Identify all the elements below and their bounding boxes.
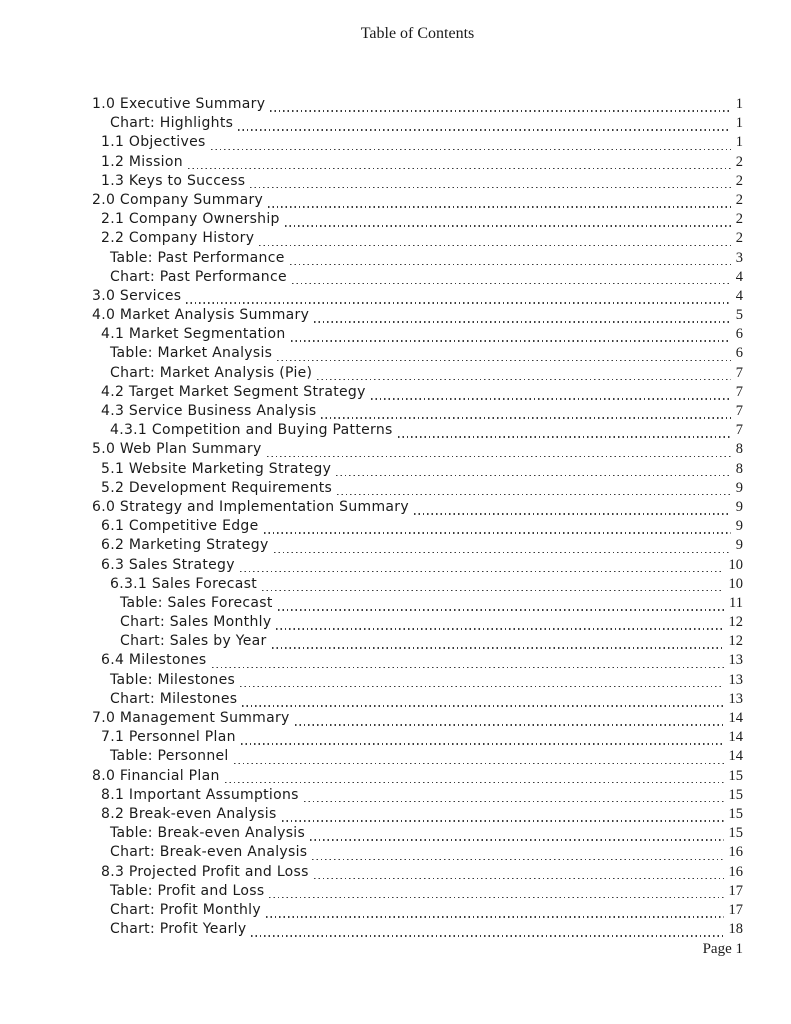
toc-entry-page: 13 xyxy=(728,671,743,688)
toc-entry[interactable] xyxy=(92,672,743,691)
toc-entry-label: 1.0 Executive Summary xyxy=(92,96,266,112)
toc-entry-label: 6.1 Competitive Edge xyxy=(101,518,259,535)
toc-entry-page: 7 xyxy=(735,383,743,400)
toc-entry[interactable] xyxy=(92,902,743,921)
toc-entry-page: 1 xyxy=(735,96,743,112)
toc-entry-page: 16 xyxy=(728,844,743,861)
toc-entry-page: 6 xyxy=(735,326,743,343)
toc-leader-dots xyxy=(211,149,731,151)
toc-leader-dots xyxy=(295,724,724,726)
toc-entry[interactable] xyxy=(92,422,743,441)
toc-entry-label: 6.4 Milestones xyxy=(101,652,207,669)
toc-entry[interactable] xyxy=(92,269,743,288)
toc-entry-page: 15 xyxy=(728,767,743,784)
toc-entry[interactable] xyxy=(92,326,743,345)
toc-entry-page: 14 xyxy=(728,729,743,746)
toc-leader-dots xyxy=(262,590,723,592)
toc-entry-label: Chart: Break-even Analysis xyxy=(110,844,308,861)
toc-entry-label: Table: Break-even Analysis xyxy=(110,825,306,842)
toc-entry-label: 1.3 Keys to Success xyxy=(101,172,246,189)
toc-entry[interactable] xyxy=(92,614,743,633)
toc-entry-label: 6.3 Sales Strategy xyxy=(101,556,235,573)
toc-entry[interactable] xyxy=(92,518,743,537)
toc-entry-label: 4.3 Service Business Analysis xyxy=(101,403,317,419)
toc-entry[interactable] xyxy=(92,633,743,652)
toc-entry[interactable] xyxy=(92,96,743,115)
toc-entry-page: 6 xyxy=(735,345,743,362)
toc-entry-label: Table: Profit and Loss xyxy=(110,882,265,899)
toc-entry-page: 4 xyxy=(735,268,743,285)
toc-leader-dots xyxy=(251,935,723,937)
toc-entry-page: 5 xyxy=(735,307,743,324)
toc-leader-dots xyxy=(272,647,724,649)
toc-entry-label: 8.0 Financial Plan xyxy=(92,767,220,784)
toc-entry[interactable] xyxy=(92,557,743,576)
toc-entry-page: 15 xyxy=(728,825,743,842)
toc-entry-label: 2.1 Company Ownership xyxy=(101,211,280,228)
toc-entry[interactable] xyxy=(92,288,743,307)
page-number-footer: Page 1 xyxy=(702,941,743,957)
toc-leader-dots xyxy=(292,283,731,285)
toc-leader-dots xyxy=(240,571,724,573)
toc-leader-dots xyxy=(240,686,723,688)
toc-leader-dots xyxy=(188,168,731,170)
toc-entry[interactable] xyxy=(92,154,743,173)
toc-entry[interactable] xyxy=(92,537,743,556)
toc-entry[interactable] xyxy=(92,211,743,230)
toc-entry-page: 3 xyxy=(735,249,743,266)
toc-leader-dots xyxy=(291,340,731,342)
toc-entry-label: 5.1 Website Marketing Strategy xyxy=(101,460,332,477)
toc-entry-page: 15 xyxy=(728,786,743,803)
toc-entry-page: 9 xyxy=(735,518,743,535)
toc-entry-page: 12 xyxy=(728,633,743,650)
toc-leader-dots xyxy=(290,264,731,266)
toc-leader-dots xyxy=(371,398,731,400)
toc-entry-page: 8 xyxy=(735,441,743,458)
toc-entry-page: 13 xyxy=(728,652,743,669)
toc-entry[interactable] xyxy=(92,403,743,422)
toc-entry-label: Table: Milestones xyxy=(110,671,236,688)
toc-leader-dots xyxy=(212,667,724,669)
toc-entry-label: 5.2 Development Requirements xyxy=(101,479,333,496)
toc-entry-label: 4.1 Market Segmentation xyxy=(101,326,286,343)
toc-leader-dots xyxy=(310,839,723,841)
toc-entry-page: 17 xyxy=(728,901,743,918)
toc-leader-dots xyxy=(238,129,731,131)
toc-entry[interactable] xyxy=(92,806,743,825)
toc-entry[interactable] xyxy=(92,307,743,326)
toc-leader-dots xyxy=(242,705,723,707)
toc-leader-dots xyxy=(278,609,724,611)
toc-leader-dots xyxy=(321,417,730,419)
toc-entry[interactable] xyxy=(92,134,743,153)
toc-entry-label: 6.0 Strategy and Implementation Summary xyxy=(92,498,409,515)
toc-entry-page: 14 xyxy=(728,748,743,765)
toc-entry-label: Chart: Highlights xyxy=(110,115,234,132)
toc-entry[interactable] xyxy=(92,883,743,902)
toc-entry[interactable] xyxy=(92,384,743,403)
toc-entry-page: 12 xyxy=(728,614,743,631)
toc-entry-label: 2.0 Company Summary xyxy=(92,191,264,208)
toc-entry[interactable] xyxy=(92,576,743,595)
toc-entry[interactable] xyxy=(92,173,743,192)
page-title: Table of Contents xyxy=(360,25,475,42)
toc-leader-dots xyxy=(314,878,724,880)
toc-entry-page: 2 xyxy=(735,211,743,228)
toc-entry-label: 7.1 Personnel Plan xyxy=(101,729,236,746)
toc-entry[interactable] xyxy=(92,710,743,729)
toc-entry-label: 6.2 Marketing Strategy xyxy=(101,537,269,554)
toc-list xyxy=(92,96,743,940)
toc-entry-page: 2 xyxy=(735,191,743,208)
toc-entry-page: 8 xyxy=(735,460,743,477)
toc-entry-label: Chart: Profit Monthly xyxy=(110,901,261,918)
toc-leader-dots xyxy=(304,801,724,803)
toc-leader-dots xyxy=(270,110,730,112)
toc-leader-dots xyxy=(241,743,724,745)
toc-entry-page: 1 xyxy=(735,115,743,132)
toc-leader-dots xyxy=(269,897,723,899)
toc-entry-page: 9 xyxy=(735,479,743,496)
toc-entry[interactable] xyxy=(92,864,743,883)
toc-entry-label: 1.1 Objectives xyxy=(101,134,206,151)
toc-entry[interactable] xyxy=(92,499,743,518)
toc-leader-dots xyxy=(336,475,731,477)
toc-entry-label: Chart: Sales by Year xyxy=(120,633,267,650)
toc-leader-dots xyxy=(259,245,730,247)
toc-entry-label: 4.3.1 Competition and Buying Patterns xyxy=(110,422,393,439)
toc-entry-label: Table: Personnel xyxy=(110,748,229,765)
toc-entry-label: Table: Market Analysis xyxy=(110,345,273,362)
toc-entry-page: 2 xyxy=(735,172,743,189)
toc-entry-label: 4.2 Target Market Segment Strategy xyxy=(101,383,366,400)
toc-entry-label: Chart: Market Analysis (Pie) xyxy=(110,364,313,381)
toc-entry-page: 16 xyxy=(728,863,743,880)
toc-leader-dots xyxy=(314,321,731,323)
toc-leader-dots xyxy=(267,456,731,458)
toc-leader-dots xyxy=(414,513,731,515)
toc-entry-label: 5.0 Web Plan Summary xyxy=(92,441,262,458)
toc-leader-dots xyxy=(282,820,724,822)
toc-leader-dots xyxy=(337,494,731,496)
toc-entry[interactable] xyxy=(92,844,743,863)
toc-entry-page: 9 xyxy=(735,498,743,515)
toc-leader-dots xyxy=(186,302,730,304)
toc-entry-page: 7 xyxy=(735,422,743,439)
toc-leader-dots xyxy=(225,782,724,784)
toc-entry-page: 9 xyxy=(735,537,743,554)
toc-entry[interactable] xyxy=(92,748,743,767)
toc-entry-label: Chart: Past Performance xyxy=(110,268,287,285)
toc-entry-page: 7 xyxy=(735,364,743,381)
toc-entry-page: 14 xyxy=(728,710,743,726)
toc-entry-page: 4 xyxy=(735,287,743,304)
toc-entry-page: 17 xyxy=(728,882,743,899)
toc-entry-page: 15 xyxy=(728,805,743,822)
toc-entry-label: Chart: Milestones xyxy=(110,690,238,707)
toc-entry-label: 2.2 Company History xyxy=(101,230,255,247)
toc-entry-label: Chart: Profit Yearly xyxy=(110,921,247,938)
toc-entry-label: Chart: Sales Monthly xyxy=(120,614,272,631)
toc-entry-label: 6.3.1 Sales Forecast xyxy=(110,575,258,592)
toc-entry[interactable] xyxy=(92,250,743,269)
toc-entry-page: 10 xyxy=(728,556,743,573)
toc-entry-page: 2 xyxy=(735,230,743,247)
toc-entry[interactable] xyxy=(92,768,743,787)
toc-entry[interactable] xyxy=(92,652,743,671)
toc-leader-dots xyxy=(234,763,724,765)
toc-entry[interactable] xyxy=(92,365,743,384)
toc-entry-label: 1.2 Mission xyxy=(101,153,183,170)
toc-entry-label: 3.0 Services xyxy=(92,287,182,304)
toc-leader-dots xyxy=(268,206,731,208)
toc-entry-label: 7.0 Management Summary xyxy=(92,710,290,726)
toc-leader-dots xyxy=(317,379,730,381)
toc-entry-page: 11 xyxy=(729,594,743,611)
toc-leader-dots xyxy=(264,532,731,534)
toc-entry-page: 1 xyxy=(735,134,743,151)
toc-entry[interactable] xyxy=(92,595,743,614)
toc-entry-page: 18 xyxy=(728,921,743,938)
toc-entry-label: 4.0 Market Analysis Summary xyxy=(92,307,310,324)
toc-entry[interactable] xyxy=(92,729,743,748)
toc-entry[interactable] xyxy=(92,230,743,249)
toc-leader-dots xyxy=(312,859,723,861)
toc-entry[interactable] xyxy=(92,461,743,480)
toc-leader-dots xyxy=(276,628,723,630)
toc-entry[interactable] xyxy=(92,825,743,844)
toc-entry[interactable] xyxy=(92,345,743,364)
toc-entry[interactable] xyxy=(92,921,743,940)
toc-leader-dots xyxy=(266,916,724,918)
toc-entry[interactable] xyxy=(92,115,743,134)
toc-entry-label: Table: Sales Forecast xyxy=(120,594,273,611)
toc-entry-label: 8.1 Important Assumptions xyxy=(101,786,299,803)
toc-entry-page: 10 xyxy=(728,575,743,592)
toc-entry[interactable] xyxy=(92,691,743,710)
toc-entry-page: 2 xyxy=(735,153,743,170)
toc-entry[interactable] xyxy=(92,441,743,460)
toc-leader-dots xyxy=(277,360,731,362)
toc-entry-page: 13 xyxy=(728,690,743,707)
toc-entry-page: 7 xyxy=(735,403,743,419)
toc-entry-label: 8.2 Break-even Analysis xyxy=(101,805,277,822)
toc-entry-label: Table: Past Performance xyxy=(110,249,285,266)
toc-leader-dots xyxy=(398,436,731,438)
toc-leader-dots xyxy=(274,552,731,554)
toc-entry[interactable] xyxy=(92,192,743,211)
toc-leader-dots xyxy=(285,225,731,227)
toc-leader-dots xyxy=(250,187,730,189)
toc-entry[interactable] xyxy=(92,787,743,806)
toc-entry[interactable] xyxy=(92,480,743,499)
toc-entry-label: 8.3 Projected Profit and Loss xyxy=(101,863,309,880)
